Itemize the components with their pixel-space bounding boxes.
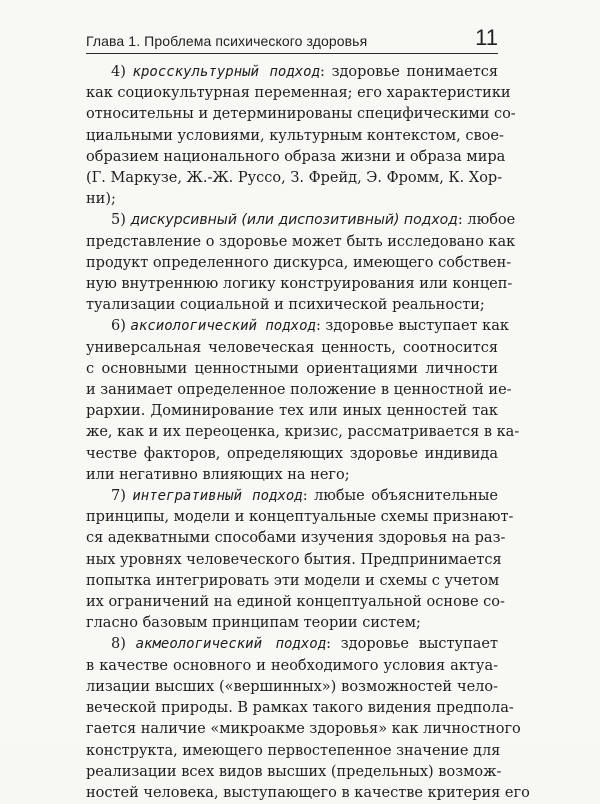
text-line: же, как и их переоценка, кризис, рассматривается в ка- (86, 424, 520, 441)
paragraph (86, 486, 514, 634)
line-text: : здоровье выступает как (315, 318, 509, 335)
text-line: веческой природы. В рамках такого видения предпола- (86, 700, 514, 717)
text-line (86, 634, 498, 655)
text-line (86, 62, 498, 83)
text-line: их ограничений на единой концептуальной основе со- (86, 594, 505, 611)
line-text: : здоровье выступает (326, 636, 498, 653)
line-text: : любые объяснительные (302, 488, 498, 505)
text-line (86, 210, 516, 231)
text-line: с основными ценностными ориентациями личности (86, 360, 498, 377)
text-line: и занимает определенное положение в ценностной ие- (86, 382, 512, 399)
text-line: туализации социальной и психической реальности; (86, 297, 485, 314)
text-line: ностей человека, выступающего в качестве критерия его (86, 784, 530, 801)
paragraph (86, 634, 530, 804)
item-number: 4) (111, 64, 133, 80)
text-line: относительны и детерминированы специфическими со- (86, 106, 516, 123)
item-number: 8) (111, 636, 136, 653)
text-line: честве факторов, определяющих здоровье индивида (86, 445, 498, 462)
line-text: : здоровье понимается (320, 64, 498, 80)
text-line: образием национального образа жизни и образа мира (86, 148, 506, 165)
paragraph (86, 316, 520, 486)
text-line: ни); (86, 191, 116, 208)
approach-term: кросскультурный подход (132, 64, 321, 80)
text-line: ных уровнях человеческого бытия. Предпринимается (86, 551, 502, 568)
text-line: универсальная человеческая ценность, соотносится (86, 339, 498, 356)
paragraph (86, 62, 516, 210)
text-line: гается наличие «микроакме здоровья» как личностного (86, 721, 521, 738)
text-line: продукт определенного дискурса, имеющего собствен- (86, 254, 512, 271)
chapter-title: Глава 1. Проблема психического здоровья (86, 33, 368, 49)
text-line: лизации высших («вершинных») возможностей чело- (86, 678, 498, 695)
text-line: в качестве основного и необходимого условия актуа- (86, 657, 498, 674)
line-text: : любое (457, 212, 516, 229)
text-line: реализации всех видов высших (предельных) возмож- (86, 763, 502, 780)
text-line: ся адекватными способами изучения здоровья на раз- (86, 530, 506, 547)
text-line: рархии. Доминирование тех или иных ценностей так (86, 403, 498, 420)
text-line (86, 316, 509, 337)
text-line: ную внутреннюю логику конструирования или концеп- (86, 276, 513, 293)
text-line (86, 486, 498, 507)
approach-term: дискурсивный (или диспозитивный) подход (130, 212, 458, 229)
text-line: как социокультурная переменная; его характеристики (86, 85, 511, 102)
text-line: или негативно влияющих на него; (86, 466, 350, 483)
item-number: 7) (111, 488, 133, 505)
text-line: циальными условиями, культурным контекстом, свое- (86, 127, 504, 144)
paragraph (86, 210, 516, 316)
item-number: 6) (111, 318, 131, 335)
text-line: (Г. Маркузе, Ж.-Ж. Руссо, З. Фрейд, Э. Фромм, К. Хор- (86, 170, 503, 187)
text-line: попытка интегрировать эти модели и схемы с учетом (86, 572, 500, 589)
approach-term: акмеологический подход (135, 636, 327, 653)
item-number: 5) (111, 212, 131, 229)
text-line: конструкта, имеющего первостепенное значение для (86, 742, 501, 759)
page-body (86, 62, 530, 804)
approach-term: аксиологический подход (130, 318, 316, 335)
text-line: представление о здоровье может быть исследовано как (86, 233, 516, 250)
approach-term: интегративный подход (132, 488, 303, 505)
text-line: принципы, модели и концептуальные схемы признают- (86, 509, 514, 526)
text-line: гласно базовым принципам теории систем; (86, 615, 421, 632)
page-number: 11 (475, 25, 498, 50)
running-header (86, 27, 498, 54)
